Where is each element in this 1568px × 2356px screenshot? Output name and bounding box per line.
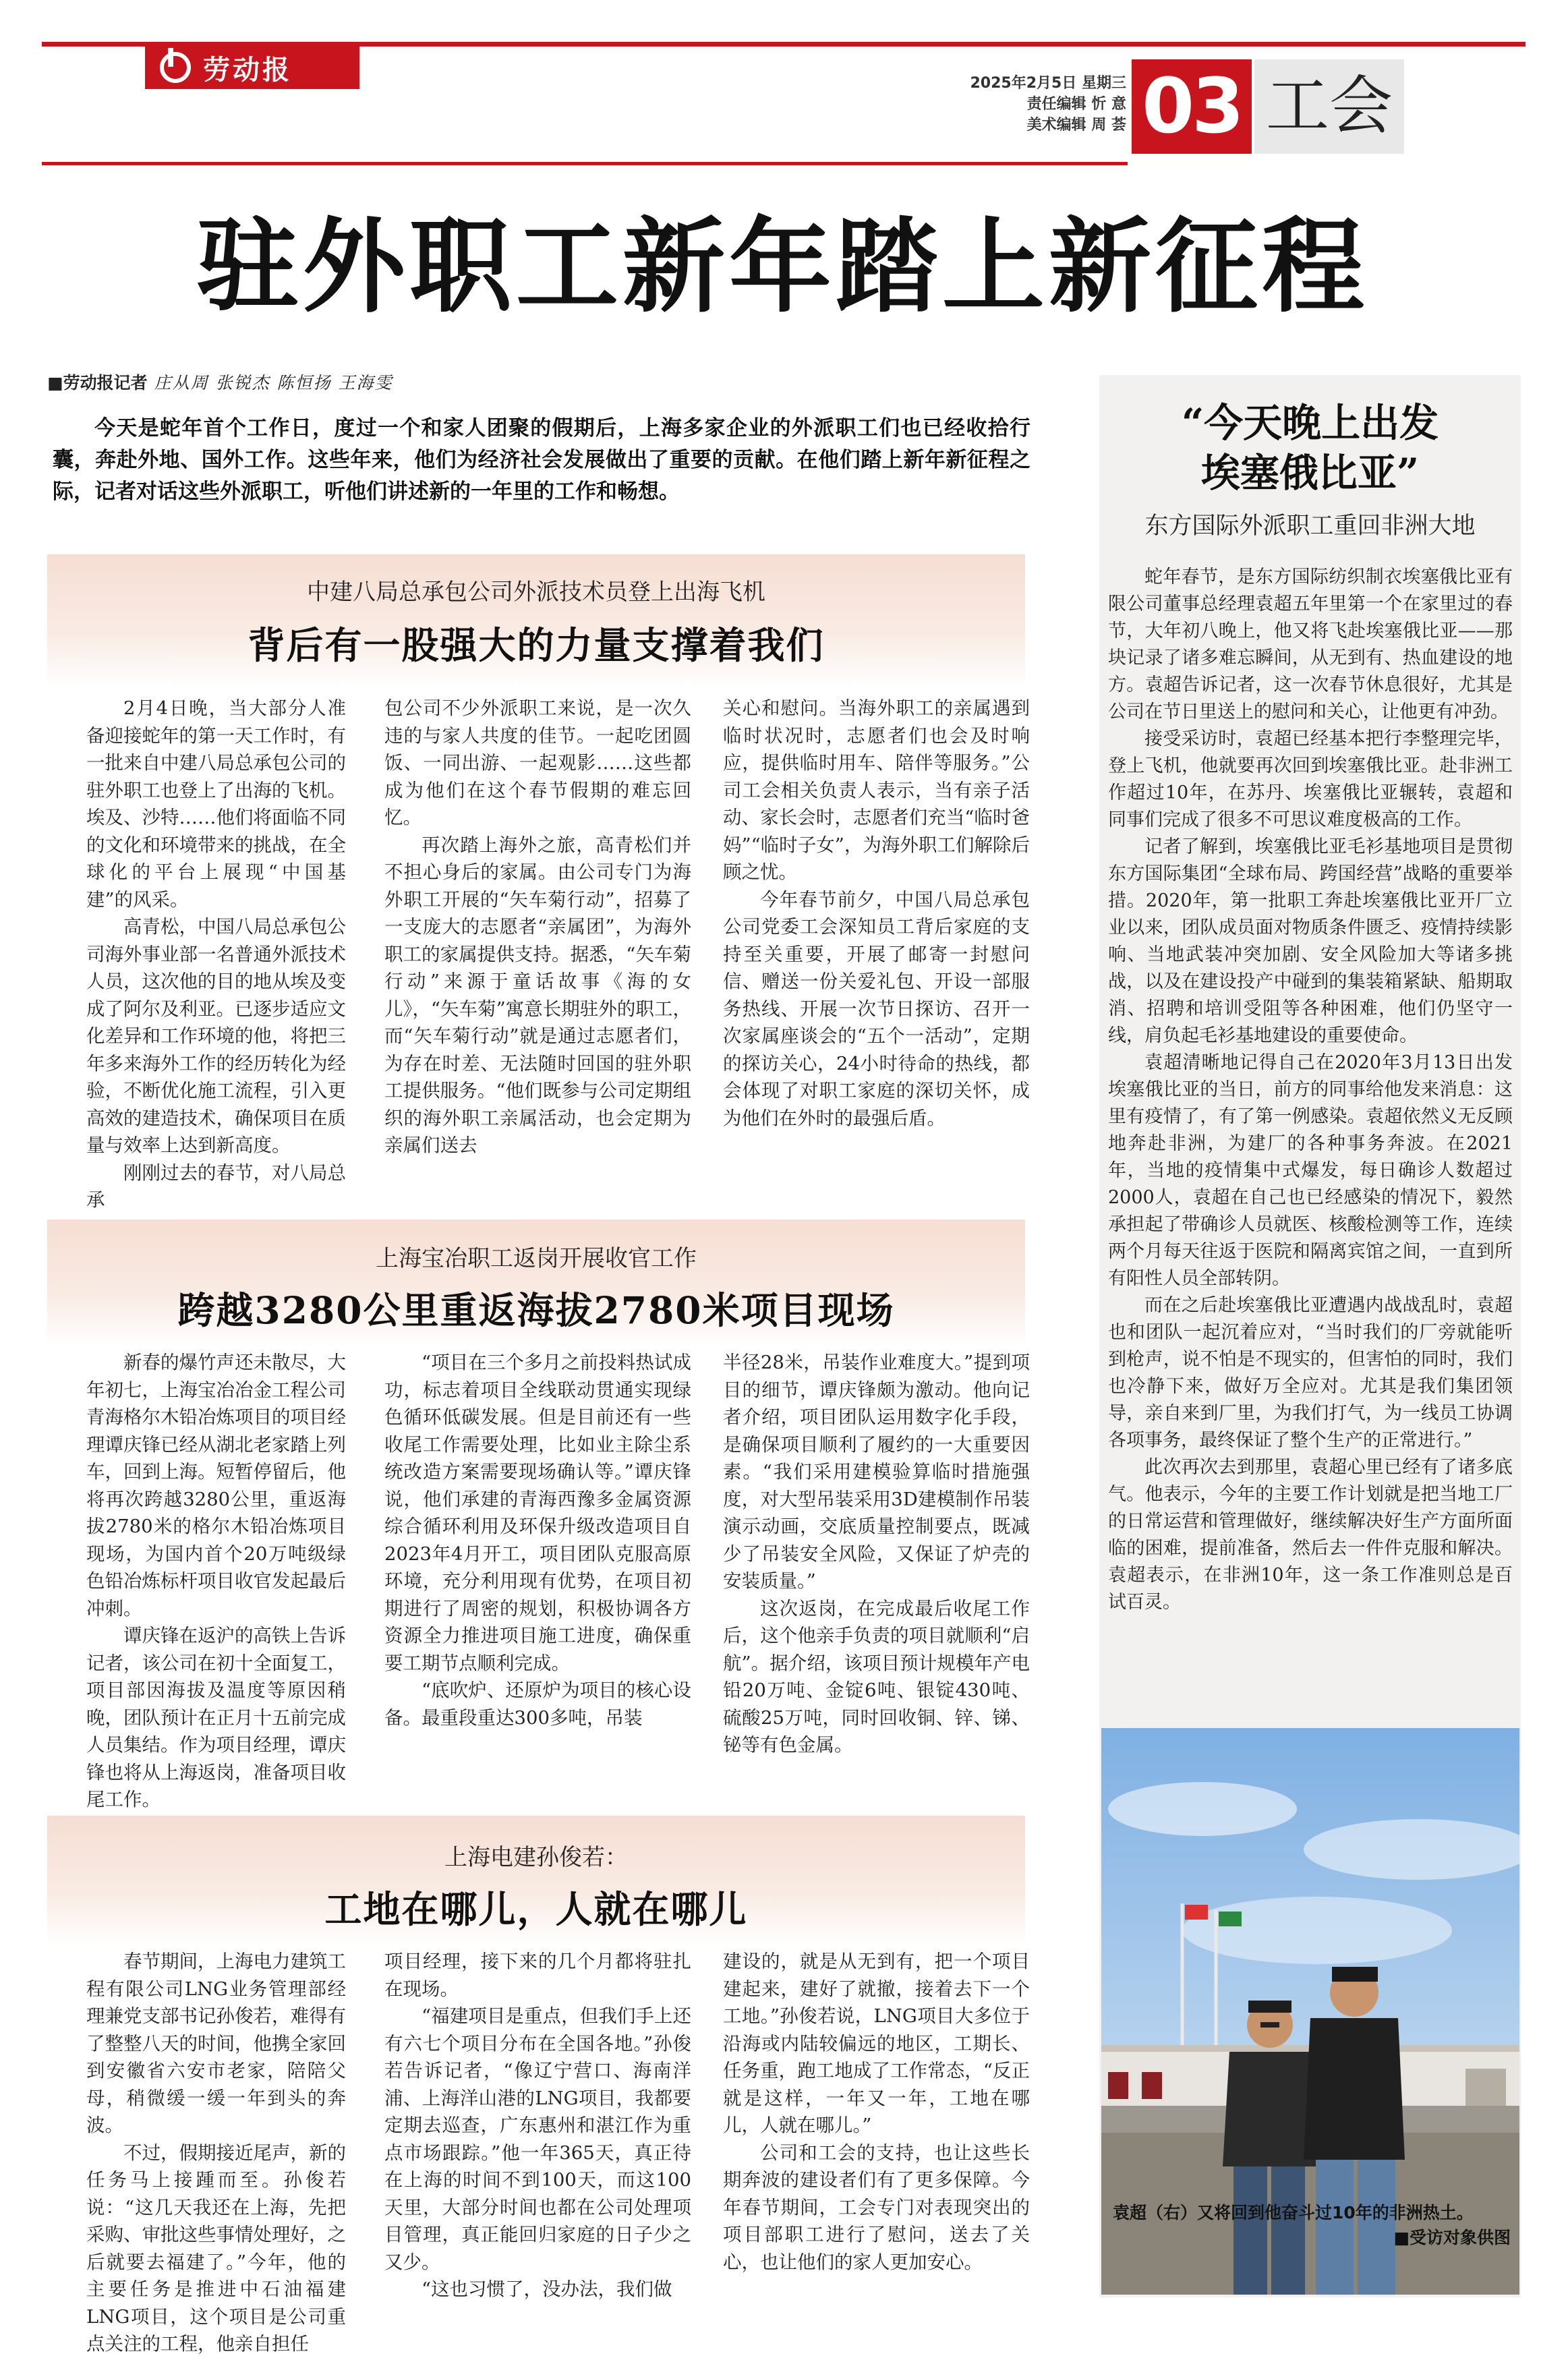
paragraph: 不过，假期接近尾声，新的任务马上接踵而至。孙俊若说：“这几天我还在上海，先把采购、审批这些事情处理好，之后就要去福建了。”今年，他的主要任务是推进中石油福建LNG项目，这个项目是公司重点关注的工程，他亲自担任 <box>86 2142 346 2355</box>
paragraph: 谭庆锋在返沪的高铁上告诉记者，该公司在初十全面复工，项目部因海拔及温度等原因稍晚，团队预计在正月十五前完成人员集结。作为项目经理，谭庆锋也将从上海返岗，准备项目收尾工作。 <box>86 1625 346 1810</box>
logo-text: 劳动报 <box>203 54 292 86</box>
story2-title: 跨越3280公里重返海拔2780米项目现场 <box>177 1288 895 1332</box>
photo-credit: ■受访对象供图 <box>1393 2228 1511 2247</box>
paragraph: “底吹炉、还原炉为项目的核心设备。最重段重达300多吨，吊装 <box>384 1679 691 1729</box>
sidebar-title-line: 埃塞俄比亚” <box>1200 450 1420 496</box>
paragraph: “福建项目是重点，但我们手上还有六七个项目分布在全国各地。”孙俊若告诉记者，“像辽宁营口、海南洋浦、上海洋山港的LNG项目，我都要定期去巡查，广东惠州和湛江作为重点市场跟踪。”他一年365天，真正待在上海的时间不到100天，而这100天里，大部分时间也都在公司处理项目管理，真正能回归家庭的日子少之又少。 <box>384 2005 691 2273</box>
paragraph: 今年春节前夕，中国八局总承包公司党委工会深知员工背后家庭的支持至关重要，开展了邮寄一封慰问信、赠送一份关爱礼包、开设一部服务热线、开展一次节日探访、召开一次家属座谈会的“五个一活动”，定期的探访关心，24小时待命的热线，都会体现了对职工家庭的深切关怀，成为他们在外时的最强后盾。 <box>723 888 1030 1129</box>
paragraph: 而在之后赴埃塞俄比亚遭遇内战战乱时，袁超也和团队一起沉着应对，“当时我们的厂旁就能听到枪声，说不怕是不现实的，但害怕的同时，我们也冷静下来，做好万全应对。尤其是我们集团领导，亲自来到厂里，为我们打气，为一线员工协调各项事务，最终保证了整个生产的正常进行。” <box>1108 1295 1513 1451</box>
issue-editor: 责任编辑 忻 意 <box>1026 96 1126 113</box>
paragraph: 关心和慰问。当海外职工的亲属遇到临时状况时，志愿者们也会及时响应，提供临时用车、陪伴等服务。”公司工会相关负责人表示，当有亲子活动、家长会时，志愿者们充当“临时爸妈”“临时子女”，为海外职工们解除后顾之忧。 <box>723 697 1030 883</box>
sidebar-title <box>1099 398 1521 498</box>
paragraph: 刚刚过去的春节，对八局总承 <box>86 1161 346 1211</box>
story3-column-3 <box>723 1948 1030 2276</box>
paragraph: 再次踏上海外之旅，高青松们并不担心身后的家属。由公司专门为海外职工开展的“矢车菊行动”，招募了一支庞大的志愿者“亲属团”，为海外职工的家属提供支持。据悉，“矢车菊行动”来源于童话故事《海的女儿》，“矢车菊”寓意长期驻外的职工，而“矢车菊行动”就是通过志愿者们，为存在时差、无法随时回国的驻外职工提供服务。“他们既参与公司定期组织的海外职工亲属活动，也会定期为亲属们送去 <box>384 834 691 1156</box>
paragraph: “这也习惯了，没办法，我们做 <box>422 2278 672 2300</box>
paragraph: 接受采访时，袁超已经基本把行李整理完毕，登上飞机，他就要再次回到埃塞俄比亚。赴非洲工作超过10年，在苏丹、埃塞俄比亚辗转，袁超和同事们完成了很多不可思议难度极高的工作。 <box>1108 728 1513 830</box>
story3-column-2 <box>384 1948 691 2303</box>
paragraph: “项目在三个多月之前投料热试成功，标志着项目全线联动贯通实现绿色循环低碳发展。但是目前还有一些收尾工作需要处理，比如业主除尘系统改造方案需要现场确认等。”谭庆锋说，他们承建的青海西豫多金属资源综合循环利用及环保升级改造项目自2023年4月开工，项目团队克服高原环境，充分利用现有优势，在项目初期进行了周密的规划，积极协调各方资源全力推进项目施工进度，确保重要工期节点顺利完成。 <box>384 1352 691 1674</box>
story2-column-2 <box>384 1349 691 1731</box>
byline-names: 庄从周 张锐杰 陈恒扬 王海雯 <box>154 373 393 393</box>
paragraph: 2月4日晚，当大部分人准备迎接蛇年的第一天工作时，有一批来自中建八局总承包公司的驻外职工也登上了出海的飞机。埃及、沙特……他们将面临不同的文化和环境带来的挑战，在全球化的平台上展现“中国基建”的风采。 <box>86 697 346 911</box>
newspaper-logo <box>145 46 359 89</box>
story2-header <box>47 1219 1025 1346</box>
paragraph: 半径28米，吊装作业难度大。”提到项目的细节，谭庆锋颇为激动。他向记者介绍，项目团队运用数字化手段，是确保项目顺利了履约的一大重要因素。“我们采用建模验算临时措施强度，对大型吊装采用3D建模制作吊装演示动画，交底质量控制要点，既减少了吊装安全风险，又保证了炉壳的安装质量。” <box>723 1352 1030 1592</box>
story1-column-1 <box>86 695 346 1214</box>
story1-column-2 <box>384 695 691 1159</box>
paragraph: 公司和工会的支持，也让这些长期奔波的建设者们有了更多保障。今年春节期间，工会专门对表现突出的项目部职工进行了慰问，送去了关心，也让他们的家人更加安心。 <box>723 2142 1030 2273</box>
paragraph: 记者了解到，埃塞俄比亚毛衫基地项目是贯彻东方国际集团“全球布局、跨国经营”战略的重要举措。2020年，第一批职工奔赴埃塞俄比亚开厂立业以来，团队成员面对物质条件匮乏、疫情持续影响、当地武装冲突加剧、安全风险加大等诸多挑战，以及在建设投产中碰到的集装箱紧缺、船期取消、招聘和培训受阻等各种困难，他们仍坚守一线，肩负起毛衫基地建设的重要使命。 <box>1108 836 1513 1046</box>
logo-icon <box>160 52 191 83</box>
story3-title: 工地在哪儿，人就在哪儿 <box>324 1887 748 1931</box>
paragraph: 袁超清晰地记得自己在2020年3月13日出发埃塞俄比亚的当日，前方的同事给他发来消息：这里有疫情了，有了第一例感染。袁超依然义无反顾地奔赴非洲，为建厂的各种事务奔波。在2021年，当地的疫情集中式爆发，每日确诊人数超过2000人，袁超在自己也已经感染的情况下，毅然承担起了带确诊人员就医、核酸检测等工作，连续两个月每天往返于医院和隔离宾馆之间，一直到所有阳性人员全部转阴。 <box>1108 1052 1513 1289</box>
page-number: 03 <box>1132 59 1252 154</box>
page-headline: 驻外职工新年踏上新征程 <box>196 206 1368 326</box>
issue-art-editor: 美术编辑 周 荟 <box>1026 117 1126 134</box>
byline-prefix: ■劳动报记者 <box>47 373 148 393</box>
lead-paragraph: 今天是蛇年首个工作日，度过一个和家人团聚的假期后，上海多家企业的外派职工们也已经收拾行囊，奔赴外地、国外工作。这些年来，他们为经济社会发展做出了重要的贡献。在他们踏上新年新征程之际，记者对话这些外派职工，听他们讲述新的一年里的工作和畅想。 <box>53 416 1030 504</box>
story3-column-1 <box>86 1948 346 2356</box>
paragraph: 春节期间，上海电力建筑工程有限公司LNG业务管理部经理兼党支部书记孙俊若，难得有了整整八天的时间，他携全家回到安徽省六安市老家，陪陪父母，稍微缓一缓一年到头的奔波。 <box>86 1951 346 2136</box>
paragraph: 这次返岗，在完成最后收尾工作后，这个他亲手负责的项目就顺利“启航”。据介绍，该项目预计规模年产电铅20万吨、金锭6吨、银锭430吨、硫酸25万吨，同时回收铜、锌、锑、铋等有色金属。 <box>723 1597 1030 1756</box>
byline <box>47 370 393 394</box>
story3-kicker: 上海电建孙俊若： <box>444 1844 628 1871</box>
page-section-name: 工会 <box>1254 59 1404 154</box>
story1-column-3 <box>723 695 1030 1132</box>
story2-column-3 <box>723 1349 1030 1759</box>
paragraph: 此次再次去到那里，袁超心里已经有了诸多底气。他表示，今年的主要工作计划就是把当地工厂的日常运营和管理做好，继续解决好生产方面所面临的困难，提前准备，然后去一件件克服和解决。袁超表示，在非洲10年，这一条工作准则总是百试百灵。 <box>1108 1457 1513 1613</box>
paragraph: 项目经理，接下来的几个月都将驻扎在现场。 <box>384 1951 691 2000</box>
story1-kicker: 中建八局总承包公司外派技术员登上出海飞机 <box>307 579 765 606</box>
photo-caption-text: 袁超（右）又将回到他奋斗过10年的非洲热土。 <box>1113 2203 1474 2222</box>
sidebar-body <box>1108 564 1513 1616</box>
story3-header <box>47 1816 1025 1944</box>
paragraph: 蛇年春节，是东方国际纺织制衣埃塞俄比亚有限公司董事总经理袁超五年里第一个在家里过的春节，大年初八晚上，他又将飞赴埃塞俄比亚——那块记录了诸多难忘瞬间，从无到有、热血建设的地方。袁超告诉记者，这一次春节休息很好，尤其是公司在节日里送上的慰问和关心，让他更有冲劲。 <box>1108 567 1513 722</box>
issue-meta <box>843 73 1126 136</box>
story1-header <box>47 554 1025 687</box>
story2-column-1 <box>86 1349 346 1814</box>
sidebar-subtitle: 东方国际外派职工重回非洲大地 <box>1144 513 1476 540</box>
paragraph: 建设的，就是从无到有，把一个项目建起来，建好了就撤，接着去下一个工地。”孙俊若说，LNG项目大多位于沿海或内陆较偏远的地区，工期长、任务重，跑工地成了工作常态，“反正就是这样，一年又一年，工地在哪儿，人就在哪儿。” <box>723 1951 1030 2136</box>
sidebar-title-line: “今天晚上出发 <box>1181 400 1439 446</box>
paragraph: 高青松，中国八局总承包公司海外事业部一名普通外派技术人员，这次他的目的地从埃及变成了阿尔及利亚。已逐步适应文化差异和工作环境的他，将把三年多来海外工作的经历转化为经验，不断优化施工流程，引入更高效的建造技术，确保项目在质量与效率上达到新高度。 <box>86 916 346 1156</box>
issue-date: 2025年2月5日 星期三 <box>970 75 1126 92</box>
header-rule <box>42 162 1128 165</box>
paragraph: 包公司不少外派职工来说，是一次久违的与家人共度的佳节。一起吃团圆饭、一同出游、一起观影……这些都成为他们在这个春节假期的难忘回忆。 <box>384 697 691 828</box>
story1-title: 背后有一股强大的力量支撑着我们 <box>248 623 825 667</box>
story2-kicker: 上海宝冶职工返岗开展收官工作 <box>376 1245 697 1272</box>
paragraph: 新春的爆竹声还未散尽，大年初七，上海宝冶冶金工程公司青海格尔木铅冶炼项目的项目经理谭庆锋已经从湖北老家踏上列车，回到上海。短暂停留后，他将再次跨越3280公里，重返海拔2780米的格尔木铅冶炼项目现场，为国内首个20万吨级绿色铅冶炼标杆项目收官发起最后冲刺。 <box>86 1352 346 1619</box>
photo-caption <box>1113 2200 1511 2250</box>
